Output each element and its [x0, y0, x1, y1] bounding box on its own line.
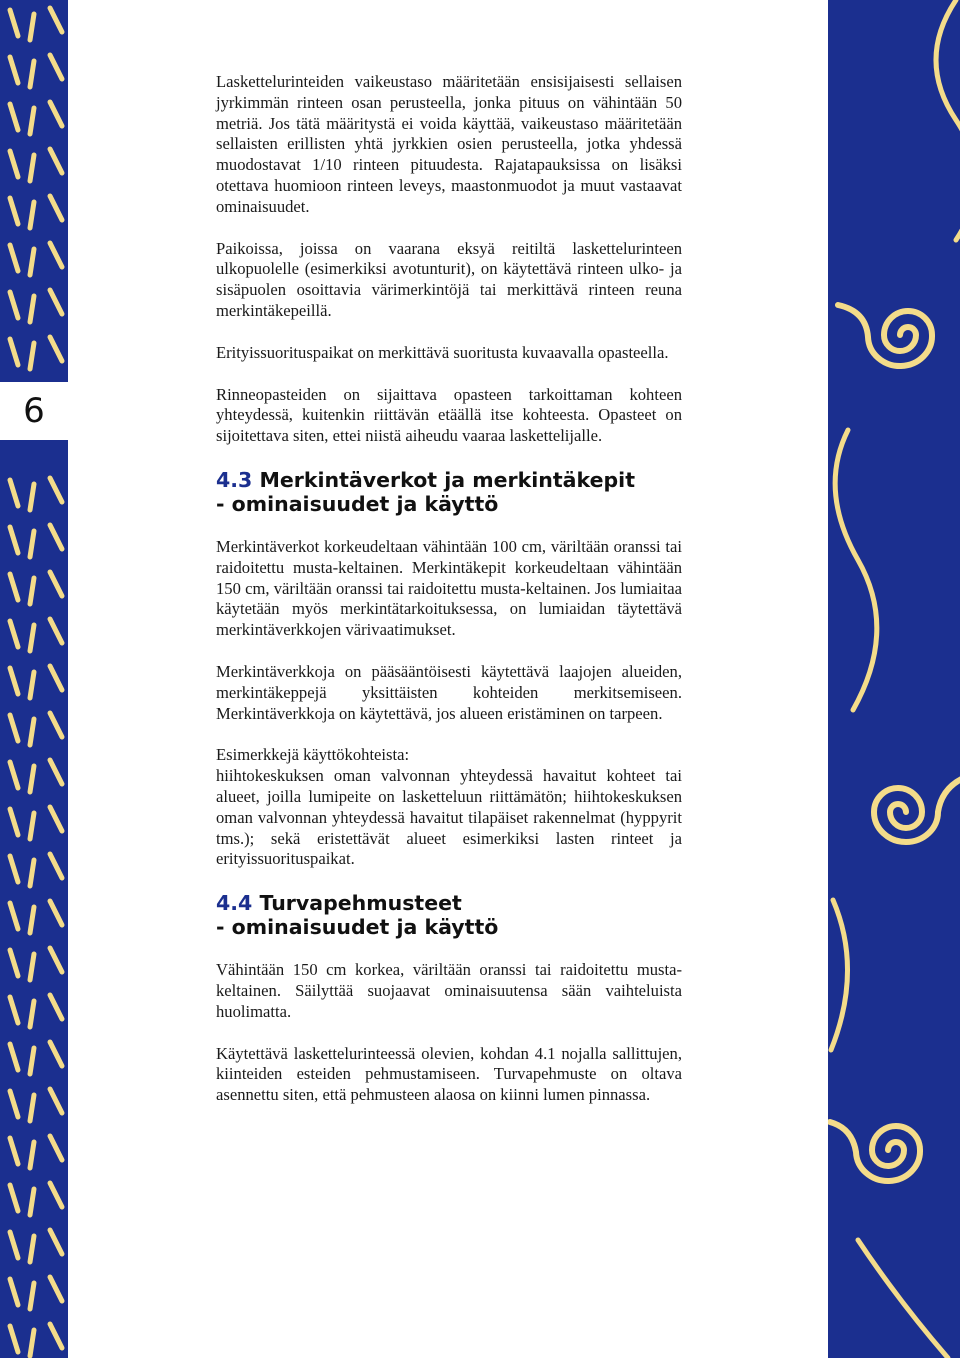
ski-track-mark — [10, 245, 18, 271]
section-title: Turvapehmusteet - ominaisuudet ja käyttö — [216, 891, 499, 940]
ski-track-mark — [50, 901, 62, 925]
ski-track-mark — [50, 854, 62, 878]
page-number: 6 — [23, 391, 45, 431]
section-number: 4.4 — [216, 891, 253, 916]
ski-track-mark — [30, 719, 34, 745]
paragraph: Vähintään 150 cm korkea, väriltään oranssi tai raidoitettu musta-keltainen. Säilyttää suojaavat ominaisuutensa sään vaihteluista huolimatta. — [216, 960, 682, 1021]
ski-track-mark — [10, 151, 18, 177]
ski-track-mark — [10, 1044, 18, 1070]
ski-track-mark — [30, 155, 34, 181]
ski-track-mark — [50, 572, 62, 596]
page-number-tab — [0, 382, 68, 440]
ski-track-mark — [30, 954, 34, 980]
ski-track-mark — [50, 666, 62, 690]
ski-track-mark — [30, 108, 34, 134]
section-number: 4.3 — [216, 467, 253, 492]
paragraph: Käytettävä laskettelurinteessä olevien, kohdan 4.1 nojalla sallittujen, kiinteiden esteiden pehmustamiseen. Turvapehmuste on oltava asennettu siten, että pehmusteen alaosa on kiinni lumen pinnassa. — [216, 1043, 682, 1105]
ski-track-mark — [30, 531, 34, 557]
ski-track-mark — [30, 1236, 34, 1262]
paragraph: Laskettelurinteiden vaikeustaso määritetään ensisijaisesti sellaisen jyrkimmän rinteen osan perusteella, jonka pituus on vähintään 50 metriä. Jos tätä määritystä ei voida käyttää, vaikeustaso määritetään sellaisten erillisten yhtä jyrkkien osien perusteella, jotka yhdessä muodostavat 1/10 rinteen pituudesta. Rajatapauksissa on lisäksi otettava huomioon rinteen leveys, maastonmuodot ja muut vastaavat ominaisuudet. — [216, 72, 682, 216]
ski-track-mark — [50, 995, 62, 1019]
section-heading-4-4 — [216, 891, 682, 939]
wave-line — [858, 1240, 948, 1358]
ski-track-mark — [10, 57, 18, 83]
left-decorative-band — [0, 0, 68, 1358]
ski-track-mark — [10, 339, 18, 365]
ski-track-mark — [50, 337, 62, 361]
ski-track-mark — [30, 907, 34, 933]
wave-line — [936, 0, 960, 240]
ski-track-mark — [50, 525, 62, 549]
swirl-icon — [874, 776, 960, 842]
ski-track-mark — [30, 672, 34, 698]
ski-track-mark — [50, 8, 62, 32]
paragraph: Merkintäverkot korkeudeltaan vähintään 100 cm, väriltään oranssi tai raidoitettu musta-keltainen. Merkintäkepit korkeudeltaan vähintään 150 cm, väriltään oranssi tai raidoitettu musta-keltainen. Jos lumiaitaa käytetään myös merkintätarkoituksessa, on lumiaidan täytettävä merkintäverkkojen värivaatimukset. — [216, 536, 682, 640]
ski-track-mark — [30, 14, 34, 40]
ski-track-mark — [30, 61, 34, 87]
paragraph: Paikoissa, joissa on vaarana eksyä reitiltä laskettelurinteen ulkopuolelle (esimerkiksi avotunturit), on käytettävä rinteen ulko- ja sisäpuolen osoittavia värimerkintöjä tai merkittävä rinteen reuna merkintäkepeillä. — [216, 238, 682, 320]
ski-track-mark — [10, 480, 18, 506]
ski-track-mark — [10, 527, 18, 553]
ski-track-mark — [30, 766, 34, 792]
swirl-icon — [830, 1122, 920, 1181]
paragraph: Esimerkkejä käyttökohteista: hiihtokeskuksen oman valvonnan yhteydessä havaitut kohteet tai alueet, joilla lumipeite on lasketteluun riittämätön; hiihtokeskuksen oman valvonnan yhteydessä havaitut tilapäiset rakennelmat (hyppyrit tms.); sekä eristettävät alueet esimerkiksi lasten rinteet ja erityissuorituspaikat. — [216, 745, 682, 869]
swirl-icon — [838, 305, 932, 366]
ski-track-mark — [10, 997, 18, 1023]
ski-track-mark — [10, 1185, 18, 1211]
ski-track-mark — [10, 715, 18, 741]
wave-line — [835, 430, 877, 710]
ski-track-mark — [10, 668, 18, 694]
ski-track-mark — [10, 292, 18, 318]
ski-track-mark — [50, 102, 62, 126]
ski-track-mark — [50, 1042, 62, 1066]
ski-track-mark — [50, 478, 62, 502]
ski-track-mark — [50, 713, 62, 737]
document-body — [216, 72, 682, 1127]
ski-track-mark — [10, 1138, 18, 1164]
ski-track-mark — [30, 1189, 34, 1215]
ski-track-mark — [30, 296, 34, 322]
ski-track-mark — [50, 760, 62, 784]
ski-track-mark — [30, 625, 34, 651]
section-heading-4-3 — [216, 468, 682, 516]
ski-track-mark — [50, 290, 62, 314]
ski-track-mark — [30, 860, 34, 886]
ski-track-mark — [30, 1142, 34, 1168]
paragraph: Merkintäverkkoja on pääsääntöisesti käytettävä laajojen alueiden, merkintäkeppejä yksittäisten kohteiden merkitsemiseen. Merkintäverkkoja on käytettävä, jos alueen eristäminen on tarpeen. — [216, 661, 682, 723]
ski-track-mark — [30, 484, 34, 510]
ski-track-mark — [50, 807, 62, 831]
ski-track-mark — [30, 1001, 34, 1027]
ski-track-mark — [10, 104, 18, 130]
ski-track-mark — [30, 1048, 34, 1074]
ski-track-mark — [50, 948, 62, 972]
ski-track-pattern — [0, 0, 68, 1358]
ski-track-mark — [30, 1283, 34, 1309]
ski-track-mark — [10, 762, 18, 788]
ski-track-mark — [10, 1326, 18, 1352]
ski-track-mark — [30, 343, 34, 369]
section-title: Merkintäverkot ja merkintäkepit - ominaisuudet ja käyttö — [216, 467, 635, 516]
ski-track-mark — [50, 619, 62, 643]
right-decorative-band — [828, 0, 960, 1358]
ski-track-mark — [50, 149, 62, 173]
ski-track-mark — [30, 578, 34, 604]
ski-track-mark — [50, 1089, 62, 1113]
ski-track-mark — [10, 950, 18, 976]
ski-track-mark — [10, 1232, 18, 1258]
ski-track-mark — [10, 621, 18, 647]
ski-track-mark — [30, 813, 34, 839]
ski-track-mark — [10, 574, 18, 600]
ski-track-mark — [50, 1136, 62, 1160]
ski-track-mark — [10, 1279, 18, 1305]
ski-track-mark — [50, 1183, 62, 1207]
ski-track-mark — [10, 10, 18, 36]
ski-track-mark — [10, 856, 18, 882]
paragraph: Erityissuorituspaikat on merkittävä suoritusta kuvaavalla opasteella. — [216, 342, 669, 362]
ski-track-mark — [50, 55, 62, 79]
ski-track-mark — [30, 1095, 34, 1121]
ski-track-mark — [50, 196, 62, 220]
ski-track-mark — [10, 1091, 18, 1117]
ski-track-mark — [10, 903, 18, 929]
ski-track-mark — [30, 202, 34, 228]
ski-track-mark — [50, 1230, 62, 1254]
ski-track-mark — [50, 1324, 62, 1348]
ski-track-mark — [30, 1330, 34, 1356]
ski-track-mark — [50, 243, 62, 267]
swirl-pattern — [828, 0, 960, 1358]
wave-line — [831, 900, 848, 1050]
paragraph: Rinneopasteiden on sijaittava opasteen tarkoittaman kohteen yhteydessä, kuitenkin riittävän etäällä itse kohteesta. Opasteet on sijoitettava siten, ettei niistä aiheudu vaaraa laskettelijalle. — [216, 384, 682, 446]
ski-track-mark — [10, 198, 18, 224]
ski-track-mark — [30, 249, 34, 275]
ski-track-mark — [50, 1277, 62, 1301]
ski-track-mark — [10, 809, 18, 835]
